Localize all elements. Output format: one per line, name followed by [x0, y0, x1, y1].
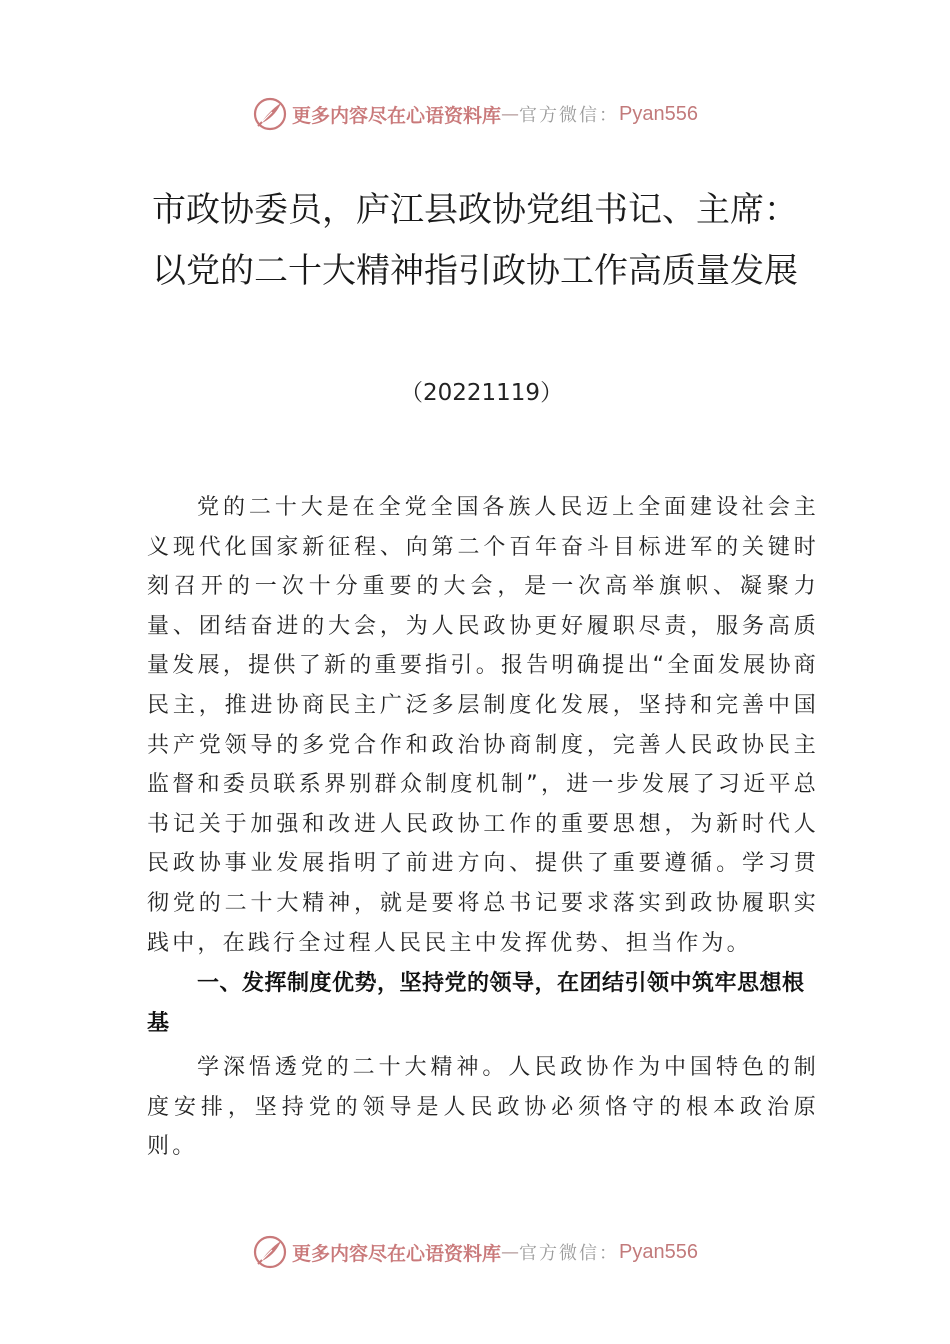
watermark-dash: — [501, 103, 520, 125]
section-heading-1: 一、发挥制度优势，坚持党的领导，在团结引领中筑牢思想根基 [147, 971, 805, 1036]
quill-logo-icon [252, 96, 288, 132]
body-paragraph-1: 党的二十大是在全党全国各族人民迈上全面建设社会主义现代化国家新征程、向第二个百年奋斗目标进军的关键时刻召开的一次十分重要的大会，是一次高举旗帜、凝聚力量、团结奋进的大会，为人民政协更好履职尽责，服务高质量发展，提供了新的重要指引。报告明确提出“全面发展协商民主，推进协商民主广泛多层制度化发展，坚持和完善中国共产党领导的多党合作和政治协商制度，完善人民政协民主监督和委员联系界别群众制度机制”，进一步发展了习近平总书记关于加强和改进人民政协工作的重要思想，为新时代人民政协事业发展指明了前进方向、提供了重要遵循。学习贯彻党的二十大精神，就是要将总书记要求落实到政协履职实践中，在践行全过程人民民主中发挥优势、担当作为。 [147, 495, 819, 956]
watermark-main-text: 更多内容尽在心语资料库 [292, 1242, 502, 1265]
watermark-sub-text: 官方微信： [519, 105, 620, 126]
document-title: 市政协委员，庐江县政协党组书记、主席：以党的二十大精神指引政协工作高质量发展 [152, 190, 798, 291]
watermark-main-text: 更多内容尽在心语资料库 [292, 104, 502, 127]
watermark-wechat-id: Pyan556 [619, 102, 698, 125]
watermark-dash: — [501, 1241, 520, 1263]
watermark-header [0, 94, 950, 134]
watermark-footer [0, 1232, 950, 1272]
quill-logo-icon [252, 1234, 288, 1270]
body-paragraph-2: 学深悟透党的二十大精神。人民政协作为中国特色的制度安排，坚持党的领导是人民政协必须恪守的根本政治原则。 [147, 1055, 819, 1160]
document-date: （20221119） [400, 380, 564, 406]
watermark-wechat-id: Pyan556 [619, 1240, 698, 1263]
watermark-sub-text: 官方微信： [519, 1243, 620, 1264]
